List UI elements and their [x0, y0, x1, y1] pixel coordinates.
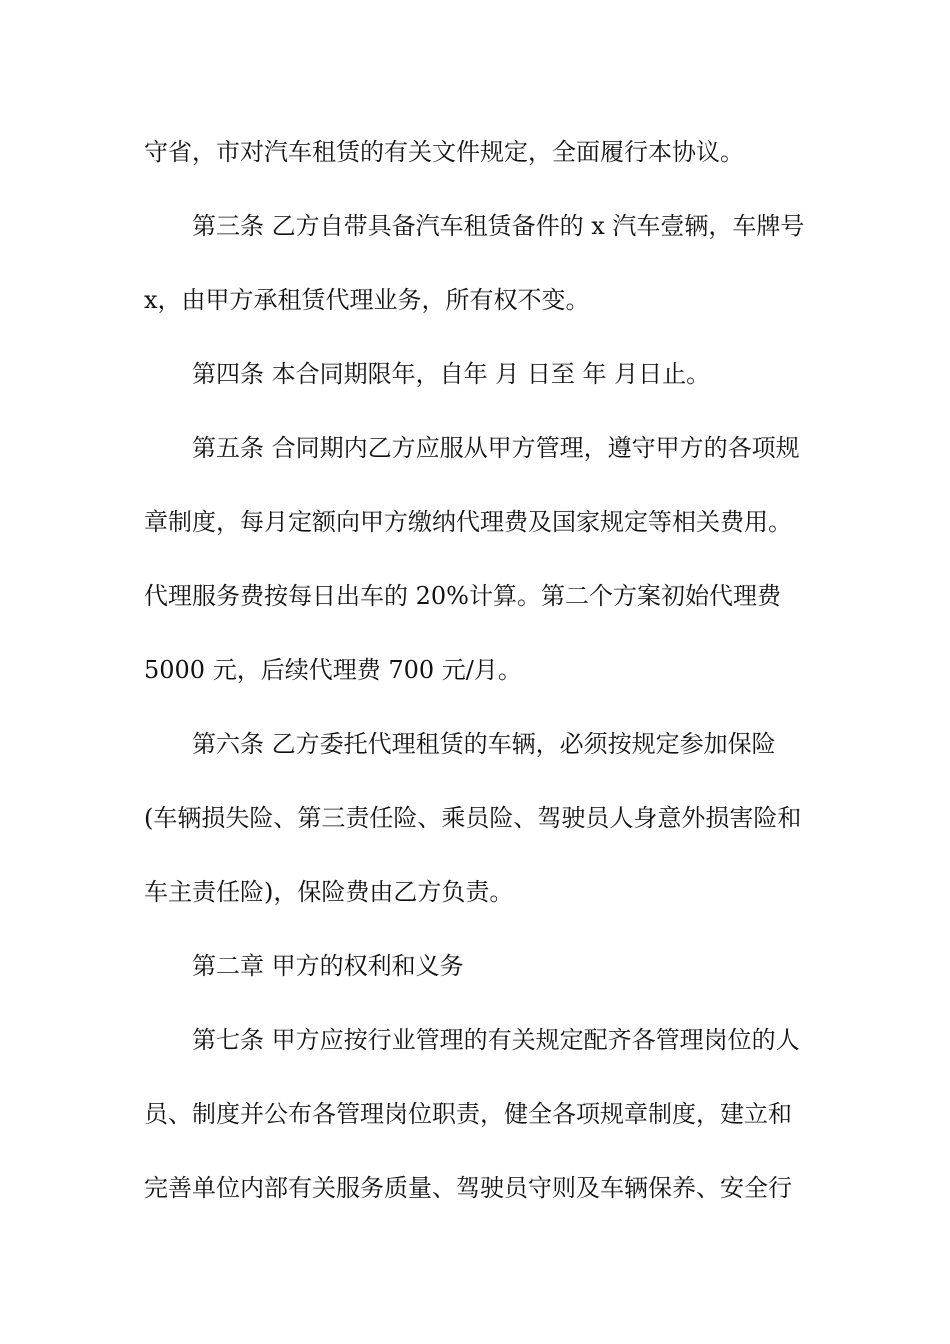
article-6-heading-line: 第六条 乙方委托代理租赁的车辆，必须按规定参加保险	[192, 730, 776, 758]
article-7-heading-line: 第七条 甲方应按行业管理的有关规定配齐各管理岗位的人	[192, 1026, 800, 1054]
text-line: 5000 元，后续代理费 700 元/月。	[144, 656, 522, 684]
text-line: 代理服务费按每日出车的 20%计算。第二个方案初始代理费	[144, 582, 781, 610]
text-line: 员、制度并公布各管理岗位职责，健全各项规章制度，建立和	[144, 1100, 792, 1128]
chapter-2-heading: 第二章 甲方的权利和义务	[192, 952, 464, 980]
text-line: 车主责任险)，保险费由乙方负责。	[144, 878, 514, 906]
text-line: x，由甲方承租赁代理业务，所有权不变。	[144, 286, 590, 314]
article-5-heading-line: 第五条 合同期内乙方应服从甲方管理，遵守甲方的各项规	[192, 434, 800, 462]
text-line: 章制度，每月定额向甲方缴纳代理费及国家规定等相关费用。	[144, 508, 792, 536]
text-line: 守省，市对汽车租赁的有关文件规定，全面履行本协议。	[144, 138, 744, 166]
text-line: 完善单位内部有关服务质量、驾驶员守则及车辆保养、安全行	[144, 1174, 792, 1202]
article-4-line: 第四条 本合同期限年，自年 月 日至 年 月日止。	[192, 360, 711, 388]
text-line: (车辆损失险、第三责任险、乘员险、驾驶员人身意外损害险和	[144, 804, 802, 832]
article-3-heading-line: 第三条 乙方自带具备汽车租赁备件的 x 汽车壹辆，车牌号	[192, 212, 805, 240]
